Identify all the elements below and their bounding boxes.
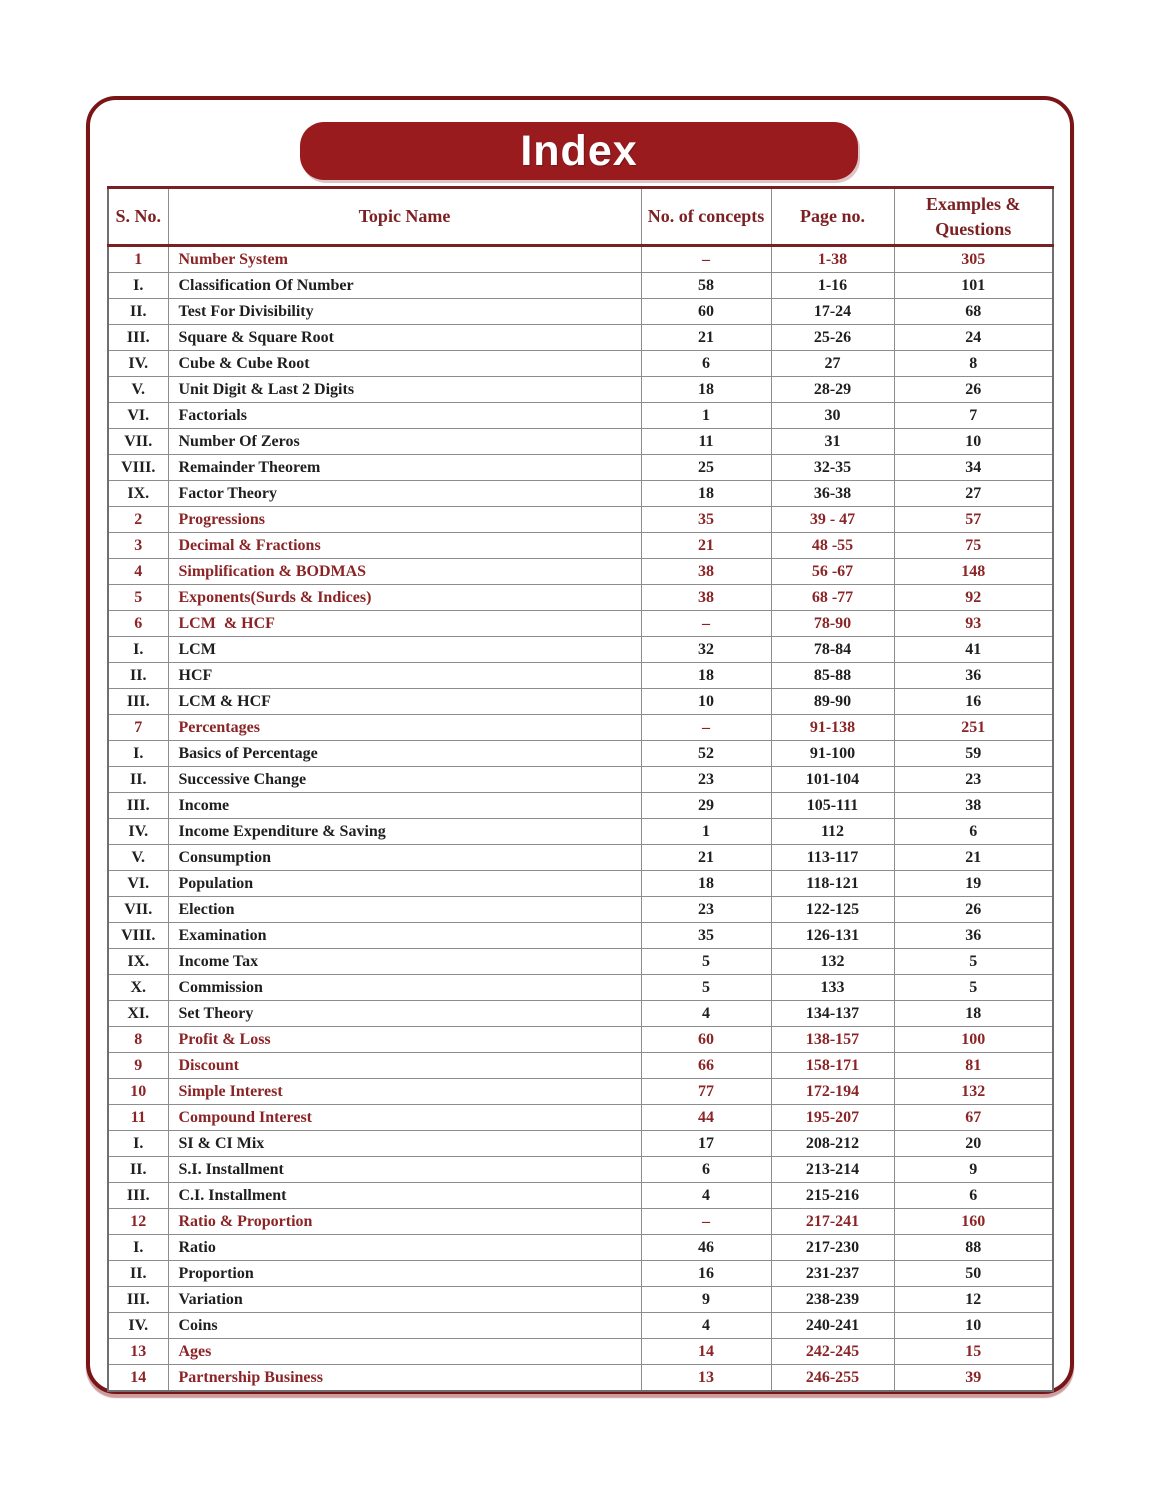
row-concepts: 77: [641, 1079, 771, 1105]
table-row: [108, 611, 1053, 637]
row-concepts: 14: [641, 1339, 771, 1365]
row-concepts: 18: [641, 481, 771, 507]
table-row: [108, 845, 1053, 871]
row-pages: 213-214: [771, 1157, 894, 1183]
row-examples: 36: [894, 663, 1053, 689]
row-topic: Population: [168, 871, 641, 897]
index-table-body: [108, 246, 1053, 1392]
table-row: [108, 325, 1053, 351]
row-sno: 12: [108, 1209, 168, 1235]
table-row: [108, 1313, 1053, 1339]
row-examples: 92: [894, 585, 1053, 611]
row-concepts: 10: [641, 689, 771, 715]
row-sno: 10: [108, 1079, 168, 1105]
row-sno: VI.: [108, 871, 168, 897]
row-concepts: –: [641, 1209, 771, 1235]
table-row: [108, 1001, 1053, 1027]
row-pages: 134-137: [771, 1001, 894, 1027]
row-concepts: –: [641, 715, 771, 741]
index-table: [107, 186, 1054, 1392]
row-examples: 7: [894, 403, 1053, 429]
row-sno: II.: [108, 767, 168, 793]
table-row: [108, 715, 1053, 741]
row-examples: 88: [894, 1235, 1053, 1261]
table-row: [108, 949, 1053, 975]
row-topic: Election: [168, 897, 641, 923]
row-topic: Income Expenditure & Saving: [168, 819, 641, 845]
row-pages: 195-207: [771, 1105, 894, 1131]
row-concepts: 6: [641, 1157, 771, 1183]
row-pages: 133: [771, 975, 894, 1001]
row-sno: III.: [108, 793, 168, 819]
row-examples: 57: [894, 507, 1053, 533]
row-topic: Examination: [168, 923, 641, 949]
row-pages: 208-212: [771, 1131, 894, 1157]
row-pages: 68 -77: [771, 585, 894, 611]
row-sno: I.: [108, 1131, 168, 1157]
row-topic: Coins: [168, 1313, 641, 1339]
row-pages: 17-24: [771, 299, 894, 325]
table-row: [108, 351, 1053, 377]
row-sno: III.: [108, 689, 168, 715]
row-topic: Income: [168, 793, 641, 819]
row-sno: IX.: [108, 949, 168, 975]
row-topic: Compound Interest: [168, 1105, 641, 1131]
row-topic: Discount: [168, 1053, 641, 1079]
row-pages: 27: [771, 351, 894, 377]
row-pages: 112: [771, 819, 894, 845]
table-row: [108, 455, 1053, 481]
row-concepts: 38: [641, 585, 771, 611]
row-pages: 91-138: [771, 715, 894, 741]
row-sno: I.: [108, 741, 168, 767]
row-topic: Progressions: [168, 507, 641, 533]
row-concepts: 17: [641, 1131, 771, 1157]
row-topic: Successive Change: [168, 767, 641, 793]
table-row: [108, 897, 1053, 923]
header-sno: S. No.: [108, 188, 168, 246]
row-pages: 89-90: [771, 689, 894, 715]
row-examples: 305: [894, 246, 1053, 273]
row-pages: 1-38: [771, 246, 894, 273]
row-concepts: 23: [641, 897, 771, 923]
row-examples: 36: [894, 923, 1053, 949]
row-pages: 105-111: [771, 793, 894, 819]
row-topic: Square & Square Root: [168, 325, 641, 351]
row-concepts: 16: [641, 1261, 771, 1287]
header-topic-name: Topic Name: [168, 188, 641, 246]
row-concepts: 46: [641, 1235, 771, 1261]
row-pages: 48 -55: [771, 533, 894, 559]
row-pages: 39 - 47: [771, 507, 894, 533]
row-examples: 23: [894, 767, 1053, 793]
row-sno: 3: [108, 533, 168, 559]
table-row: [108, 871, 1053, 897]
row-sno: VII.: [108, 429, 168, 455]
table-row: [108, 1209, 1053, 1235]
table-row: [108, 1079, 1053, 1105]
row-examples: 19: [894, 871, 1053, 897]
table-row: [108, 1157, 1053, 1183]
table-row: [108, 923, 1053, 949]
table-row: [108, 637, 1053, 663]
table-row: [108, 1235, 1053, 1261]
table-row: [108, 1131, 1053, 1157]
row-pages: 122-125: [771, 897, 894, 923]
table-row: [108, 273, 1053, 299]
row-pages: 56 -67: [771, 559, 894, 585]
row-examples: 251: [894, 715, 1053, 741]
row-sno: 4: [108, 559, 168, 585]
row-concepts: 4: [641, 1183, 771, 1209]
row-sno: V.: [108, 845, 168, 871]
row-concepts: 1: [641, 819, 771, 845]
row-examples: 20: [894, 1131, 1053, 1157]
row-concepts: 21: [641, 845, 771, 871]
row-pages: 172-194: [771, 1079, 894, 1105]
row-concepts: 9: [641, 1287, 771, 1313]
row-examples: 10: [894, 1313, 1053, 1339]
row-pages: 85-88: [771, 663, 894, 689]
table-row: [108, 1027, 1053, 1053]
row-concepts: 1: [641, 403, 771, 429]
row-pages: 113-117: [771, 845, 894, 871]
row-examples: 67: [894, 1105, 1053, 1131]
row-sno: 8: [108, 1027, 168, 1053]
row-topic: C.I. Installment: [168, 1183, 641, 1209]
row-topic: Variation: [168, 1287, 641, 1313]
row-pages: 36-38: [771, 481, 894, 507]
row-examples: 15: [894, 1339, 1053, 1365]
row-pages: 32-35: [771, 455, 894, 481]
table-row: [108, 1183, 1053, 1209]
row-topic: Exponents(Surds & Indices): [168, 585, 641, 611]
row-topic: LCM & HCF: [168, 611, 641, 637]
table-row: [108, 793, 1053, 819]
table-row: [108, 1053, 1053, 1079]
row-topic: Classification Of Number: [168, 273, 641, 299]
row-examples: 39: [894, 1365, 1053, 1392]
row-topic: Ratio: [168, 1235, 641, 1261]
row-examples: 93: [894, 611, 1053, 637]
row-sno: I.: [108, 1235, 168, 1261]
table-row: [108, 1261, 1053, 1287]
row-pages: 231-237: [771, 1261, 894, 1287]
row-pages: 78-90: [771, 611, 894, 637]
row-examples: 5: [894, 975, 1053, 1001]
row-concepts: 29: [641, 793, 771, 819]
row-sno: III.: [108, 1287, 168, 1313]
row-topic: LCM & HCF: [168, 689, 641, 715]
row-concepts: 32: [641, 637, 771, 663]
row-topic: Profit & Loss: [168, 1027, 641, 1053]
row-sno: 1: [108, 246, 168, 273]
table-row: [108, 429, 1053, 455]
index-title-banner: [300, 122, 858, 180]
row-examples: 59: [894, 741, 1053, 767]
row-examples: 26: [894, 377, 1053, 403]
row-concepts: 5: [641, 949, 771, 975]
row-concepts: 66: [641, 1053, 771, 1079]
row-examples: 41: [894, 637, 1053, 663]
row-topic: Cube & Cube Root: [168, 351, 641, 377]
row-pages: 30: [771, 403, 894, 429]
row-concepts: 25: [641, 455, 771, 481]
row-sno: I.: [108, 273, 168, 299]
table-row: [108, 741, 1053, 767]
row-pages: 25-26: [771, 325, 894, 351]
row-concepts: 18: [641, 663, 771, 689]
row-topic: Number Of Zeros: [168, 429, 641, 455]
table-row: [108, 975, 1053, 1001]
row-examples: 21: [894, 845, 1053, 871]
row-concepts: 18: [641, 871, 771, 897]
row-sno: VI.: [108, 403, 168, 429]
row-sno: V.: [108, 377, 168, 403]
header-row: [108, 188, 1053, 246]
row-pages: 217-241: [771, 1209, 894, 1235]
table-row: [108, 585, 1053, 611]
row-concepts: 52: [641, 741, 771, 767]
row-pages: 1-16: [771, 273, 894, 299]
row-sno: 5: [108, 585, 168, 611]
row-concepts: 11: [641, 429, 771, 455]
row-examples: 101: [894, 273, 1053, 299]
row-topic: HCF: [168, 663, 641, 689]
row-topic: Commission: [168, 975, 641, 1001]
row-examples: 9: [894, 1157, 1053, 1183]
row-concepts: 60: [641, 299, 771, 325]
table-row: [108, 1339, 1053, 1365]
row-sno: XI.: [108, 1001, 168, 1027]
row-topic: Ages: [168, 1339, 641, 1365]
row-sno: III.: [108, 1183, 168, 1209]
table-row: [108, 246, 1053, 273]
row-sno: IV.: [108, 819, 168, 845]
row-sno: 7: [108, 715, 168, 741]
row-sno: IX.: [108, 481, 168, 507]
row-examples: 50: [894, 1261, 1053, 1287]
row-sno: 11: [108, 1105, 168, 1131]
row-sno: 9: [108, 1053, 168, 1079]
row-concepts: 58: [641, 273, 771, 299]
row-sno: II.: [108, 299, 168, 325]
table-row: [108, 1365, 1053, 1392]
row-examples: 27: [894, 481, 1053, 507]
row-topic: Number System: [168, 246, 641, 273]
row-sno: I.: [108, 637, 168, 663]
row-concepts: 21: [641, 325, 771, 351]
row-examples: 8: [894, 351, 1053, 377]
row-topic: Factor Theory: [168, 481, 641, 507]
row-examples: 5: [894, 949, 1053, 975]
header-examples-questions: Examples & Questions: [894, 188, 1053, 246]
row-concepts: 4: [641, 1001, 771, 1027]
row-concepts: 44: [641, 1105, 771, 1131]
table-row: [108, 481, 1053, 507]
row-topic: Simple Interest: [168, 1079, 641, 1105]
row-pages: 118-121: [771, 871, 894, 897]
row-topic: LCM: [168, 637, 641, 663]
row-topic: Consumption: [168, 845, 641, 871]
row-pages: 240-241: [771, 1313, 894, 1339]
row-sno: 2: [108, 507, 168, 533]
row-topic: Remainder Theorem: [168, 455, 641, 481]
row-topic: Income Tax: [168, 949, 641, 975]
row-sno: II.: [108, 663, 168, 689]
row-topic: Factorials: [168, 403, 641, 429]
row-concepts: 60: [641, 1027, 771, 1053]
row-examples: 75: [894, 533, 1053, 559]
row-sno: II.: [108, 1261, 168, 1287]
row-concepts: 23: [641, 767, 771, 793]
index-table-header: [108, 188, 1053, 246]
row-sno: 14: [108, 1365, 168, 1392]
row-pages: 78-84: [771, 637, 894, 663]
row-examples: 26: [894, 897, 1053, 923]
row-topic: Percentages: [168, 715, 641, 741]
row-examples: 16: [894, 689, 1053, 715]
table-row: [108, 559, 1053, 585]
row-pages: 132: [771, 949, 894, 975]
row-concepts: 6: [641, 351, 771, 377]
table-row: [108, 403, 1053, 429]
row-sno: VII.: [108, 897, 168, 923]
row-topic: SI & CI Mix: [168, 1131, 641, 1157]
row-concepts: 4: [641, 1313, 771, 1339]
row-topic: Partnership Business: [168, 1365, 641, 1392]
row-sno: III.: [108, 325, 168, 351]
row-examples: 6: [894, 819, 1053, 845]
row-sno: 6: [108, 611, 168, 637]
row-pages: 242-245: [771, 1339, 894, 1365]
row-topic: S.I. Installment: [168, 1157, 641, 1183]
row-concepts: 18: [641, 377, 771, 403]
row-topic: Proportion: [168, 1261, 641, 1287]
row-examples: 132: [894, 1079, 1053, 1105]
row-topic: Decimal & Fractions: [168, 533, 641, 559]
table-row: [108, 689, 1053, 715]
row-topic: Simplification & BODMAS: [168, 559, 641, 585]
row-pages: 158-171: [771, 1053, 894, 1079]
table-row: [108, 767, 1053, 793]
row-sno: X.: [108, 975, 168, 1001]
row-examples: 148: [894, 559, 1053, 585]
row-examples: 68: [894, 299, 1053, 325]
row-examples: 160: [894, 1209, 1053, 1235]
row-concepts: 13: [641, 1365, 771, 1392]
row-pages: 91-100: [771, 741, 894, 767]
row-topic: Basics of Percentage: [168, 741, 641, 767]
row-examples: 100: [894, 1027, 1053, 1053]
row-sno: IV.: [108, 351, 168, 377]
row-examples: 10: [894, 429, 1053, 455]
table-row: [108, 663, 1053, 689]
row-sno: IV.: [108, 1313, 168, 1339]
row-examples: 81: [894, 1053, 1053, 1079]
table-row: [108, 507, 1053, 533]
row-topic: Ratio & Proportion: [168, 1209, 641, 1235]
row-topic: Unit Digit & Last 2 Digits: [168, 377, 641, 403]
table-row: [108, 1105, 1053, 1131]
table-row: [108, 533, 1053, 559]
row-pages: 215-216: [771, 1183, 894, 1209]
table-row: [108, 377, 1053, 403]
row-concepts: 5: [641, 975, 771, 1001]
row-sno: VIII.: [108, 455, 168, 481]
row-concepts: –: [641, 611, 771, 637]
row-topic: Set Theory: [168, 1001, 641, 1027]
row-concepts: –: [641, 246, 771, 273]
row-sno: II.: [108, 1157, 168, 1183]
row-examples: 18: [894, 1001, 1053, 1027]
row-examples: 24: [894, 325, 1053, 351]
row-examples: 34: [894, 455, 1053, 481]
row-examples: 12: [894, 1287, 1053, 1313]
row-pages: 238-239: [771, 1287, 894, 1313]
row-topic: Test For Divisibility: [168, 299, 641, 325]
row-pages: 138-157: [771, 1027, 894, 1053]
table-row: [108, 299, 1053, 325]
row-concepts: 35: [641, 923, 771, 949]
row-pages: 31: [771, 429, 894, 455]
row-pages: 101-104: [771, 767, 894, 793]
row-concepts: 38: [641, 559, 771, 585]
row-concepts: 35: [641, 507, 771, 533]
row-sno: 13: [108, 1339, 168, 1365]
page-title: Index: [520, 126, 638, 175]
header-no-of-concepts: No. of concepts: [641, 188, 771, 246]
table-row: [108, 1287, 1053, 1313]
row-pages: 217-230: [771, 1235, 894, 1261]
row-sno: VIII.: [108, 923, 168, 949]
row-concepts: 21: [641, 533, 771, 559]
row-pages: 246-255: [771, 1365, 894, 1392]
row-pages: 126-131: [771, 923, 894, 949]
row-pages: 28-29: [771, 377, 894, 403]
header-page-no: Page no.: [771, 188, 894, 246]
row-examples: 38: [894, 793, 1053, 819]
table-row: [108, 819, 1053, 845]
row-examples: 6: [894, 1183, 1053, 1209]
